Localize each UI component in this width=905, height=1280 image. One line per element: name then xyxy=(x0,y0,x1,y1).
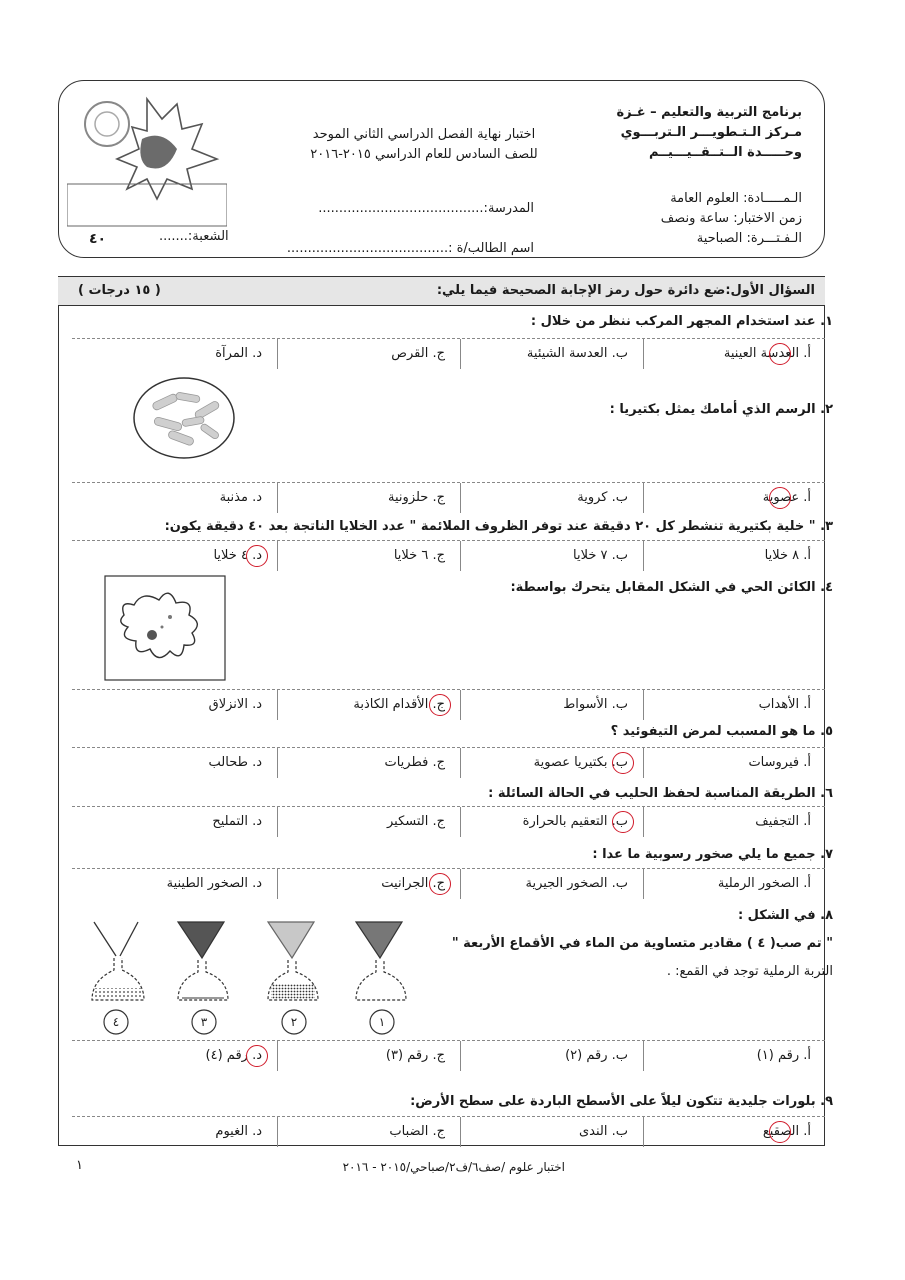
duration: زمن الاختبار: ساعة ونصف xyxy=(660,211,802,226)
answer-circle-icon xyxy=(429,873,451,895)
funnel-label-1: ١ xyxy=(378,1015,386,1029)
option-1-4[interactable] xyxy=(72,339,276,369)
option-label: ب. بكتيريا عصوية xyxy=(533,755,628,770)
option-2-4[interactable] xyxy=(72,483,276,513)
question-1-header xyxy=(58,276,825,306)
funnel-label-2: ٢ xyxy=(290,1015,298,1029)
option-label: د. الانزلاق xyxy=(208,697,262,712)
option-3-3[interactable] xyxy=(277,541,459,571)
answer-circle-icon xyxy=(769,343,791,365)
question-6-options xyxy=(72,806,825,836)
question-6-text: ٦. الطريقة المناسبة لحفظ الحليب في الحالة السائلة : xyxy=(488,786,833,801)
funnel-label-3: ٣ xyxy=(200,1015,208,1029)
option-7-3[interactable] xyxy=(277,869,459,899)
option-label: ب. التعقيم بالحرارة xyxy=(522,814,628,829)
option-label: أ. الأهداب xyxy=(758,697,811,712)
question-7-text: ٧. جميع ما يلي صخور رسوبية ما عدا : xyxy=(592,847,833,862)
option-3-2[interactable] xyxy=(460,541,642,571)
exam-title: اختبار نهاية الفصل الدراسي الثاني الموحد xyxy=(312,127,536,142)
option-label: أ. التجفيف xyxy=(755,814,811,829)
answer-circle-icon xyxy=(612,811,634,833)
option-7-1[interactable] xyxy=(643,869,825,899)
option-6-3[interactable] xyxy=(277,807,459,837)
option-2-2[interactable] xyxy=(460,483,642,513)
q8-statement: " تم صب( ٤ ) مقادير متساوية من الماء في الأقماع الأربعة " xyxy=(451,936,833,951)
option-label: د. ٤ خلايا xyxy=(213,548,262,563)
option-label: ب. رقم (٢) xyxy=(565,1048,628,1063)
answer-circle-icon xyxy=(769,487,791,509)
question-4-text: ٤. الكائن الحي في الشكل المقابل يتحرك بواسطة: xyxy=(510,580,833,595)
question-1-title: السؤال الأول:ضع دائرة حول رمز الإجابة الصحيحة فيما يلي: xyxy=(436,283,815,298)
option-label: أ. العدسة العينية xyxy=(723,346,811,361)
option-label: ب. العدسة الشيئية xyxy=(526,346,628,361)
option-label: ج. القرص xyxy=(391,346,445,361)
option-3-1[interactable] xyxy=(643,541,825,571)
question-7-options xyxy=(72,868,825,898)
option-label: ج. الضباب xyxy=(389,1124,445,1139)
option-4-3[interactable] xyxy=(277,690,459,720)
exam-code: اختبار علوم /صف٦/ف٢/صباحي/٢٠١٥ - ٢٠١٦ xyxy=(342,1160,565,1174)
option-5-3[interactable] xyxy=(277,748,459,778)
funnel-1 xyxy=(356,922,406,1000)
total-score: ٤٠ xyxy=(89,231,107,247)
amoeba-figure xyxy=(104,575,226,681)
option-9-2[interactable] xyxy=(460,1117,642,1147)
option-label: أ. الصخور الرملية xyxy=(717,876,811,891)
question-3-text: ٣. " خلية بكتيرية تنشطر كل ٢٠ دقيقة عند توفر الظروف الملائمة " عدد الخلايا الناتجة بعد ٤٠ دقيقة يكون: xyxy=(164,519,833,534)
answer-circle-icon xyxy=(769,1121,791,1143)
question-9-text: ٩. بلورات جليدية تتكون ليلاً على الأسطح الباردة على سطح الأرض: xyxy=(410,1094,833,1109)
org-block xyxy=(616,103,802,163)
school-field[interactable]: المدرسة:........................................ xyxy=(318,201,534,216)
option-label: ج. حلزونية xyxy=(388,490,445,505)
option-label: ب. الصخور الجيرية xyxy=(525,876,628,891)
answer-circle-icon xyxy=(246,545,268,567)
option-2-1[interactable] xyxy=(643,483,825,513)
page-number: ١ xyxy=(76,1158,83,1173)
exam-meta xyxy=(661,189,802,249)
option-1-1[interactable] xyxy=(643,339,825,369)
question-5-options xyxy=(72,747,825,777)
option-6-2[interactable] xyxy=(460,807,642,837)
option-4-4[interactable] xyxy=(72,690,276,720)
option-label: ج. فطريات xyxy=(384,755,445,770)
option-9-3[interactable] xyxy=(277,1117,459,1147)
option-label: ج. رقم (٣) xyxy=(385,1048,445,1063)
option-label: ج. الأقدام الكاذبة xyxy=(353,697,445,712)
option-label: د. طحالب xyxy=(208,755,262,770)
question-3-options xyxy=(72,540,825,570)
question-8-text: ٨. في الشكل : xyxy=(737,908,833,923)
option-6-1[interactable] xyxy=(643,807,825,837)
answer-circle-icon xyxy=(612,752,634,774)
option-label: أ. ٨ خلايا xyxy=(764,548,811,563)
org-line-1: برنامج التربية والتعليم – غـزة xyxy=(616,105,802,120)
option-5-4[interactable] xyxy=(72,748,276,778)
option-label: ج. التسكير xyxy=(386,814,445,829)
option-7-2[interactable] xyxy=(460,869,642,899)
org-line-2: مـركز الـتـطويـــر الـتربـــوي xyxy=(620,125,802,140)
option-label: ج. ٦ خلايا xyxy=(393,548,445,563)
question-5-text: ٥. ما هو المسبب لمرض التيفوئيد ؟ xyxy=(610,724,833,739)
option-label: أ. الصقيع xyxy=(762,1124,811,1139)
subject: الـمـــــادة: العلوم العامة xyxy=(670,191,802,206)
question-2-text: ٢. الرسم الذي أمامك يمثل بكتيريا : xyxy=(609,402,833,417)
option-8-1[interactable] xyxy=(643,1041,825,1071)
option-4-1[interactable] xyxy=(643,690,825,720)
section-field[interactable]: الشعبة:....... xyxy=(159,229,229,244)
option-8-3[interactable] xyxy=(277,1041,459,1071)
question-9-options xyxy=(72,1116,825,1146)
option-label: د. المرآة xyxy=(215,346,262,361)
option-8-4[interactable] xyxy=(72,1041,276,1071)
option-8-2[interactable] xyxy=(460,1041,642,1071)
option-7-4[interactable] xyxy=(72,869,276,899)
q8-prompt: التربة الرملية توجد في القمع: . xyxy=(666,964,833,979)
funnel-3 xyxy=(178,922,228,1000)
option-label: ج. الجرانيت xyxy=(381,876,445,891)
option-4-2[interactable] xyxy=(460,690,642,720)
option-label: أ. رقم (١) xyxy=(756,1048,811,1063)
funnel-label-4: ٤ xyxy=(112,1015,120,1029)
question-4-options xyxy=(72,689,825,719)
funnel-2 xyxy=(268,922,318,1000)
student-fields xyxy=(287,189,534,269)
option-label: ب. ٧ خلايا xyxy=(572,548,628,563)
option-label: ب. كروية xyxy=(577,490,628,505)
option-9-4[interactable] xyxy=(72,1117,276,1147)
question-8-options xyxy=(72,1040,825,1070)
question-1-options xyxy=(72,338,825,368)
funnel-4 xyxy=(92,922,144,1000)
answer-circle-icon xyxy=(429,694,451,716)
bacteria-figure xyxy=(132,376,236,460)
org-line-3: وحـــــدة الــتــقــيـــيــم xyxy=(648,145,802,160)
period: الـفـتـــرة: الصباحية xyxy=(696,231,802,246)
question-1-text: ١. عند استخدام المجهر المركب ننظر من خلال : xyxy=(530,314,833,329)
option-label: أ. فيروسات xyxy=(748,755,811,770)
option-5-2[interactable] xyxy=(460,748,642,778)
exam-title-block xyxy=(274,125,574,165)
option-label: أ. عصوية xyxy=(762,490,811,505)
answer-circle-icon xyxy=(246,1045,268,1067)
option-label: ب. الأسواط xyxy=(563,697,628,712)
option-label: د. مذنبة xyxy=(219,490,262,505)
option-label: د. رقم (٤) xyxy=(205,1048,262,1063)
option-label: د. الغيوم xyxy=(215,1124,262,1139)
option-label: ب. الندى xyxy=(579,1124,628,1139)
option-1-2[interactable] xyxy=(460,339,642,369)
option-3-4[interactable] xyxy=(72,541,276,571)
option-label: د. الصخور الطينية xyxy=(166,876,262,891)
student-name-field[interactable]: اسم الطالب/ة :....................................... xyxy=(286,241,534,256)
exam-header xyxy=(58,80,825,258)
option-9-1[interactable] xyxy=(643,1117,825,1147)
option-label: د. التمليح xyxy=(212,814,262,829)
option-2-3[interactable] xyxy=(277,483,459,513)
option-5-1[interactable] xyxy=(643,748,825,778)
question-2-options xyxy=(72,482,825,512)
option-6-4[interactable] xyxy=(72,807,276,837)
question-1-grade: ( ١٥ درجات ) xyxy=(78,283,161,298)
funnels-figure xyxy=(86,918,416,1036)
exam-grade-year: للصف السادس للعام الدراسي ٢٠١٥-٢٠١٦ xyxy=(310,147,538,162)
unrwa-alarqam-logo xyxy=(67,89,227,234)
option-1-3[interactable] xyxy=(277,339,459,369)
